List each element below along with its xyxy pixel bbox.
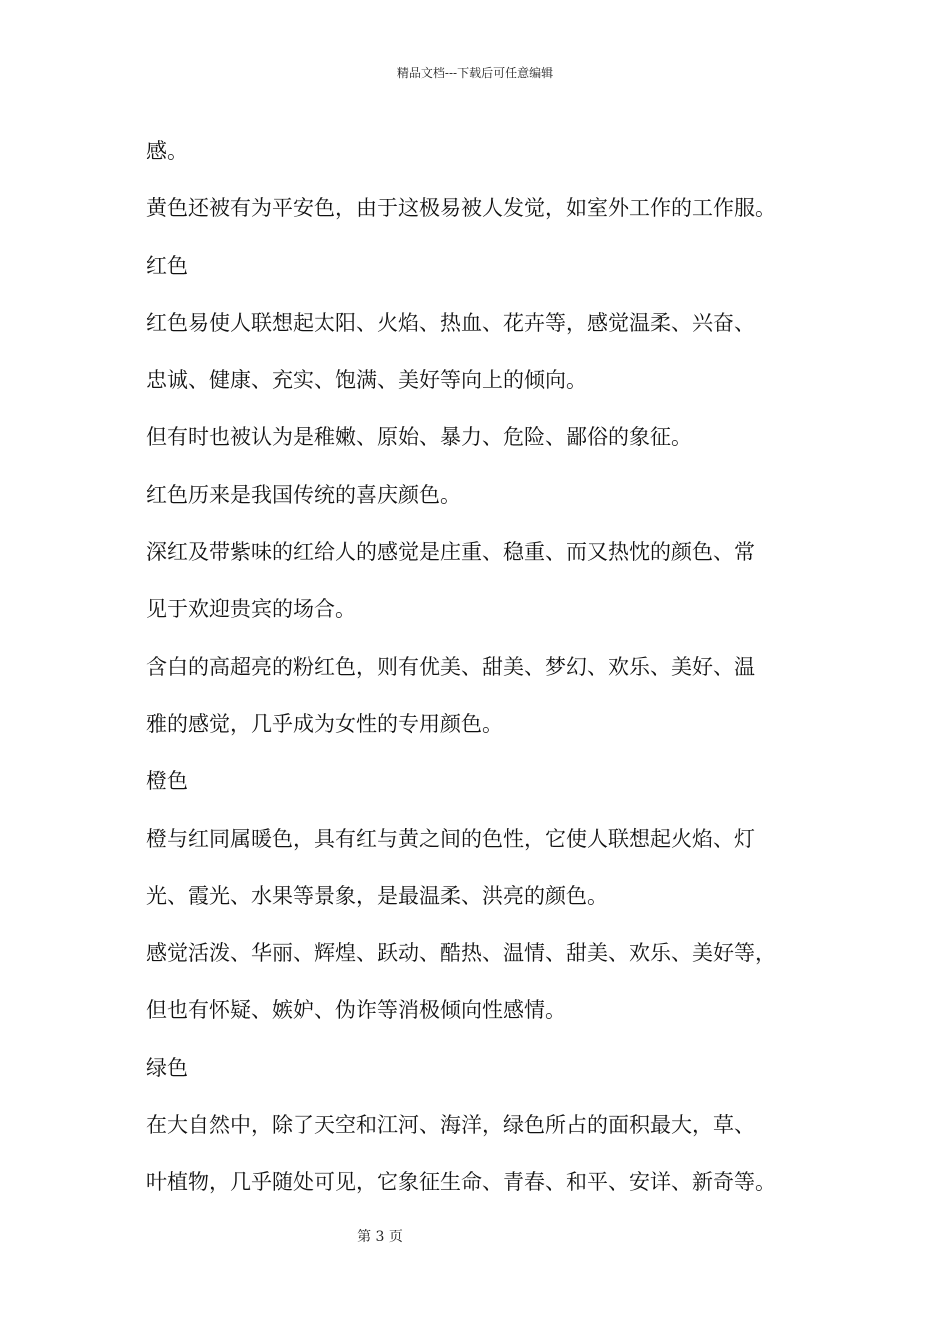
page-number: 第 3 页 bbox=[357, 1229, 403, 1245]
paragraph-line: 深红及带紫味的红给人的感觉是庄重、稳重、而又热忱的颜色、常 bbox=[146, 540, 755, 565]
paragraph-line: 含白的高超亮的粉红色，则有优美、甜美、梦幻、欢乐、美好、温 bbox=[146, 654, 755, 679]
paragraph-line: 叶植物，几乎随处可见，它象征生命、青春、和平、安详、新奇等。 bbox=[146, 1170, 776, 1195]
document-body bbox=[146, 131, 836, 1220]
paragraph-line: 感觉活泼、华丽、辉煌、跃动、酷热、温情、甜美、欢乐、美好等， bbox=[146, 941, 776, 966]
paragraph-line: 橙与红同属暖色，具有红与黄之间的色性，它使人联想起火焰、灯 bbox=[146, 826, 755, 851]
paragraph-line: 忠诚、健康、充实、饱满、美好等向上的倾向。 bbox=[146, 368, 587, 393]
paragraph-line: 见于欢迎贵宾的场合。 bbox=[146, 597, 356, 622]
paragraph-line: 红色历来是我国传统的喜庆颜色。 bbox=[146, 482, 461, 507]
paragraph-line: 光、霞光、水果等景象，是最温柔、洪亮的颜色。 bbox=[146, 883, 608, 908]
section-heading-orange: 橙色 bbox=[146, 769, 188, 794]
paragraph-line: 但也有怀疑、嫉妒、伪诈等消极倾向性感情。 bbox=[146, 998, 566, 1023]
paragraph-line: 雅的感觉，几乎成为女性的专用颜色。 bbox=[146, 711, 503, 736]
paragraph-line: 红色易使人联想起太阳、火焰、热血、花卉等，感觉温柔、兴奋、 bbox=[146, 310, 755, 335]
paragraph-line: 感。 bbox=[146, 139, 188, 163]
section-heading-green: 绿色 bbox=[146, 1055, 188, 1080]
paragraph-line: 但有时也被认为是稚嫩、原始、暴力、危险、鄙俗的象征。 bbox=[146, 425, 692, 450]
paragraph-line: 黄色还被有为平安色，由于这极易被人发觉，如室外工作的工作服。 bbox=[146, 196, 776, 221]
paragraph-line: 在大自然中，除了天空和江河、海洋，绿色所占的面积最大，草、 bbox=[146, 1113, 755, 1138]
section-heading-red: 红色 bbox=[146, 253, 188, 278]
page-header: 精品文档---下载后可任意编辑 bbox=[396, 66, 554, 80]
